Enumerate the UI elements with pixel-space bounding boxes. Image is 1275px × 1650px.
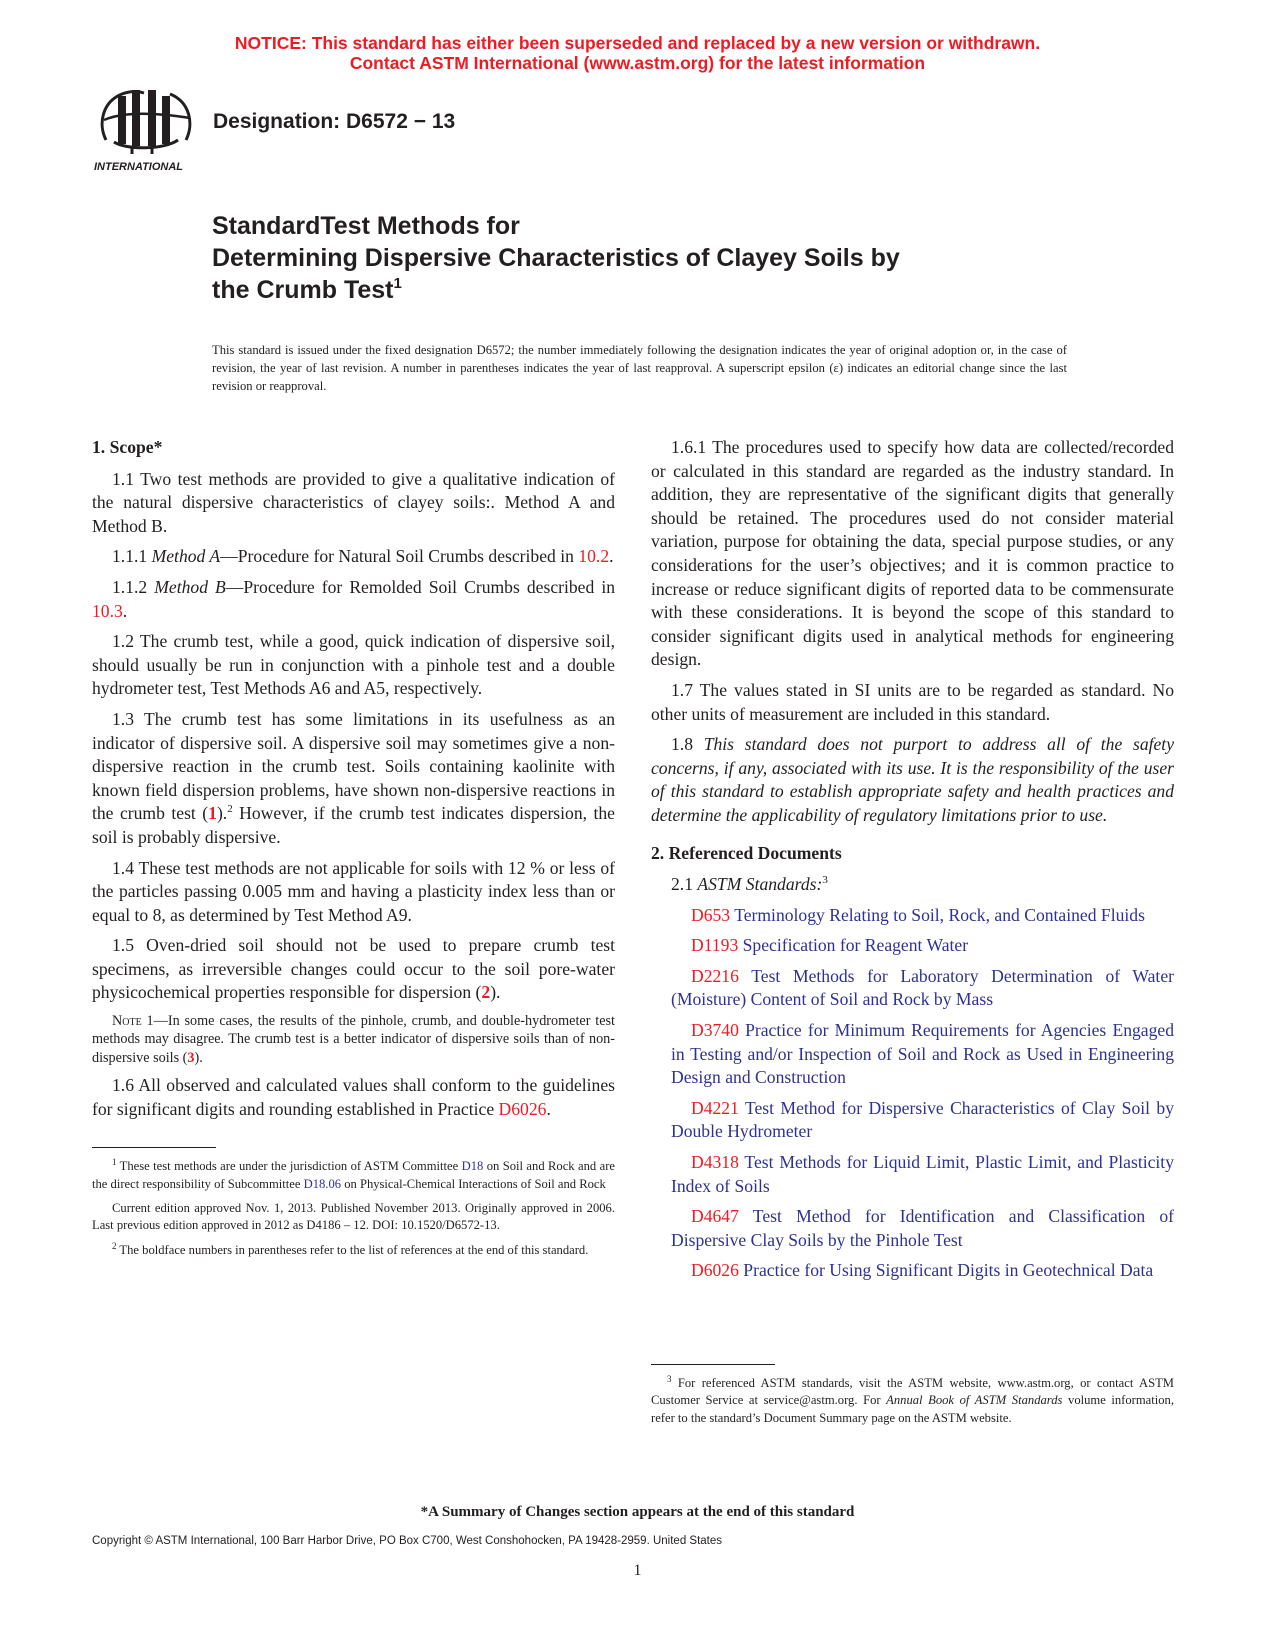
footnote-mark-3: 3 [822, 874, 828, 887]
reference-code[interactable]: D3740 [691, 1020, 739, 1041]
link-d6026[interactable]: D6026 [498, 1098, 547, 1119]
footnote-text: These test methods are under the jurisdiction of ASTM Committee [116, 1159, 462, 1174]
paragraph-1-4: 1.4 These test methods are not applicable for soils with 12 % or less of the particles passing 0.005 mm and having a plasticity index less than or equal to 8, as determined by Test Method A9. [92, 857, 615, 925]
logo-text: INTERNATIONAL [94, 161, 184, 173]
paragraph-1-6-1: 1.6.1 The procedures used to specify how data are collected/recorded or calculated in this standard are regarded as the industry standard. In addition, they are representative of the significant digits that generally should be retained. The procedures used do not consider material variation, purpose for obtaining the data, special purpose studies, or any considerations for the user’s objectives; and it is common practice to increase or reduce significant digits of reported data to be commensurate with these considerations. It is beyond the scope of this standard to consider significant digits used in analytical methods for engineering design. [651, 437, 1174, 670]
title-footnote-mark: 1 [393, 275, 402, 292]
reference-link-2[interactable]: 2 [481, 982, 491, 1003]
left-column [92, 436, 615, 1266]
para-text: 1.6 All observed and calculated values shall conform to the guidelines for significant digits and rounding established in Practice [92, 1075, 615, 1119]
title-line-3 [212, 274, 1112, 306]
reference-title[interactable]: Test Method for Identification and Classification of Dispersive Clay Soils by the Pinhole Test [671, 1206, 1174, 1250]
footnote-text: on Soil and Rock and are the direct responsibility of Subcommittee [92, 1159, 615, 1191]
para-text: However, if the crumb test indicates dispersion, the soil is probably dispersive. [92, 803, 615, 847]
paragraph-1-1-1: 1.1.1 Method A—Procedure for Natural Soil Crumbs described in 10.2. [112, 546, 614, 567]
reference-item[interactable] [651, 965, 1174, 1012]
page-number: 1 [633, 1562, 642, 1579]
method-b-label: Method B [154, 576, 226, 597]
paragraph-1-3 [92, 708, 615, 850]
reference-link-1[interactable]: 1 [208, 803, 217, 824]
reference-code[interactable]: D4318 [691, 1152, 739, 1173]
note-label: Note [112, 1013, 142, 1030]
note-text: 1—In some cases, the results of the pinhole, crumb, and double-hydrometer test methods may disagree. The crumb test is a better indicator of dispersive soils than of non-dispersive soils ( [92, 1013, 615, 1066]
reference-title[interactable]: Test Methods for Liquid Limit, Plastic Limit, and Plasticity Index of Soils [671, 1152, 1174, 1196]
footnote-mark-2: 2 [227, 803, 233, 816]
title-line-2: Determining Dispersive Characteristics of Clayey Soils by [212, 244, 900, 272]
reference-code[interactable]: D4647 [691, 1206, 739, 1227]
reference-item[interactable] [651, 1097, 1174, 1144]
paragraph-1-1: 1.1 Two test methods are provided to give a qualitative indication of the natural dispersive characteristics of clayey soils:. Method A and Method B. [92, 468, 615, 536]
reference-list [651, 904, 1174, 1283]
section-1-heading: 1. Scope* [92, 437, 163, 457]
right-column [651, 436, 1174, 1290]
footnote-number: 3 [667, 1374, 672, 1384]
designation: Designation: D6572 − 13 [213, 110, 456, 133]
para-num: 1.8 [671, 734, 704, 755]
paragraph-1-7: 1.7 The values stated in SI units are to be regarded as standard. No other units of measurement are included in this standard. [651, 679, 1174, 724]
footnote-divider [92, 1147, 216, 1148]
copyright: Copyright © ASTM International, 100 Barr Harbor Drive, PO Box C700, West Conshohocken, PA 19428-2959. United States [92, 1535, 723, 1547]
paragraph-1-2: 1.2 The crumb test, while a good, quick indication of dispersive soil, should usually be run in conjunction with a pinhole test and a double hydrometer test, Test Methods A6 and A5, respectively. [92, 631, 615, 699]
reference-item[interactable] [651, 1151, 1174, 1198]
reference-item[interactable] [651, 904, 1174, 928]
reference-title[interactable]: Test Methods for Laboratory Determination of Water (Moisture) Content of Soil and Rock by Mass [671, 965, 1174, 1010]
reference-item[interactable] [651, 1205, 1174, 1252]
footnote-divider [651, 1364, 775, 1365]
para-text: 1.3 The crumb test has some limitations in its usefulness as an indicator of dispersive soil. A dispersive soil may sometimes give a non-dispersive reaction in the crumb test. Soils containing kaolinite with known field dispersion problems, have shown non-dispersive reactions in the crumb test ( [92, 708, 615, 824]
summary-notice: *A Summary of Changes section appears at the end of this standard [420, 1504, 855, 1520]
paragraph-1-8 [651, 733, 1174, 827]
astm-standards-label: ASTM Standards: [697, 874, 823, 895]
reference-code[interactable]: D1193 [691, 935, 739, 956]
link-d18-06[interactable]: D18.06 [303, 1176, 342, 1191]
notice-banner [0, 33, 1275, 73]
para-text: —Procedure for Natural Soil Crumbs described in [220, 546, 579, 567]
footnote-text: The boldface numbers in parentheses refer to the list of references at the end of this standard. [116, 1242, 589, 1257]
section-2-heading: 2. Referenced Documents [651, 842, 842, 863]
note-1 [92, 1012, 615, 1067]
reference-link-3[interactable]: 3 [187, 1049, 195, 1066]
reference-title[interactable]: Specification for Reagent Water [738, 935, 969, 956]
footnote-current-edition: Current edition approved Nov. 1, 2013. Published November 2013. Originally approved in 2006. Last previous edition approved in 2012 as D4186 – 12. DOI: 10.1520/D6572-13. [92, 1201, 615, 1233]
paragraph-1-6 [92, 1074, 615, 1121]
reference-title[interactable]: Practice for Minimum Requirements for Agencies Engaged in Testing and/or Inspection of Soil and Rock as Used in Engineering Design and Construction [671, 1020, 1174, 1088]
footnote-text: volume information, refer to the standard’s Document Summary page on the ASTM website. [651, 1393, 1174, 1425]
para-text: 1.5 Oven-dried soil should not be used to prepare crumb test specimens, as irreversible changes could occur to the soil pore-water physicochemical properties responsible for dispersion ( [92, 935, 615, 1003]
link-10-2[interactable]: 10.2 [578, 546, 610, 567]
link-d18[interactable]: D18 [461, 1159, 484, 1174]
title-line-1: StandardTest Methods for [212, 212, 520, 240]
para-num: 1.1.2 [112, 576, 155, 597]
title-line-3-text: the Crumb Test [212, 276, 394, 304]
reference-item[interactable] [651, 934, 1174, 958]
para-num: 1.1.1 [112, 546, 152, 567]
paragraph-2-1 [651, 873, 1174, 897]
paragraph-1-1-2: 1.1.2 Method B—Procedure for Remolded Soil Crumbs described in 10.3. [92, 576, 616, 621]
right-footnotes [651, 1364, 1174, 1433]
para-text: . [546, 1098, 551, 1119]
para-num: 2.1 [671, 874, 698, 895]
safety-statement: This standard does not purport to address all of the safety concerns, if any, associated with its use. It is the responsibility of the user of this standard to establish appropriate safety and health practices and determine the applicability of regulatory limitations prior to use. [651, 734, 1175, 825]
reference-code[interactable]: D2216 [691, 965, 739, 986]
footnote-number: 1 [112, 1157, 117, 1168]
footnote-text: For referenced ASTM standards, visit the ASTM website, www.astm.org, or contact ASTM Customer Service at service@astm.org. For [651, 1376, 1174, 1408]
reference-item[interactable] [651, 1259, 1174, 1283]
link-10-3[interactable]: 10.3 [92, 600, 123, 621]
footnote-1 [92, 1158, 615, 1193]
document-title [212, 210, 1112, 306]
para-text: ). [490, 982, 501, 1003]
reference-title[interactable]: Practice for Using Significant Digits in Geotechnical Data [738, 1260, 1154, 1281]
note-text: ). [194, 1049, 203, 1066]
footnote-italic: Annual Book of ASTM Standards [886, 1393, 1063, 1408]
footnote-text: on Physical-Chemical Interactions of Soil and Rock [341, 1176, 606, 1191]
astm-logo-icon [92, 84, 200, 176]
notice-line-2: Contact ASTM International (www.astm.org) for the latest information [349, 53, 926, 73]
method-a-label: Method A [151, 546, 221, 567]
footnote-3 [651, 1375, 1174, 1427]
reference-code[interactable]: D653 [691, 904, 731, 925]
reference-code[interactable]: D4221 [691, 1097, 739, 1118]
reference-title[interactable]: Terminology Relating to Soil, Rock, and Contained Fluids [730, 904, 1145, 925]
footnote-2 [92, 1242, 615, 1259]
para-text: —Procedure for Remolded Soil Crumbs described in [225, 576, 616, 597]
paragraph-1-5 [92, 934, 615, 1005]
reference-item[interactable] [651, 1019, 1174, 1090]
para-text: ). [216, 803, 228, 824]
issued-statement: This standard is issued under the fixed designation D6572; the number immediately following the designation indicates the year of original adoption or, in the case of revision, the year of last revision. A number in parentheses indicates the year of last reapproval. A superscript epsilon (ε) indicates an editorial change since the last revision or reapproval. [212, 343, 1067, 393]
footnote-number: 2 [112, 1240, 117, 1251]
reference-title[interactable]: Test Method for Dispersive Characteristics of Clay Soil by Double Hydrometer [671, 1097, 1174, 1142]
reference-code[interactable]: D6026 [691, 1260, 739, 1281]
notice-line-1: NOTICE: This standard has either been superseded and replaced by a new version or withdrawn. [234, 33, 1041, 53]
